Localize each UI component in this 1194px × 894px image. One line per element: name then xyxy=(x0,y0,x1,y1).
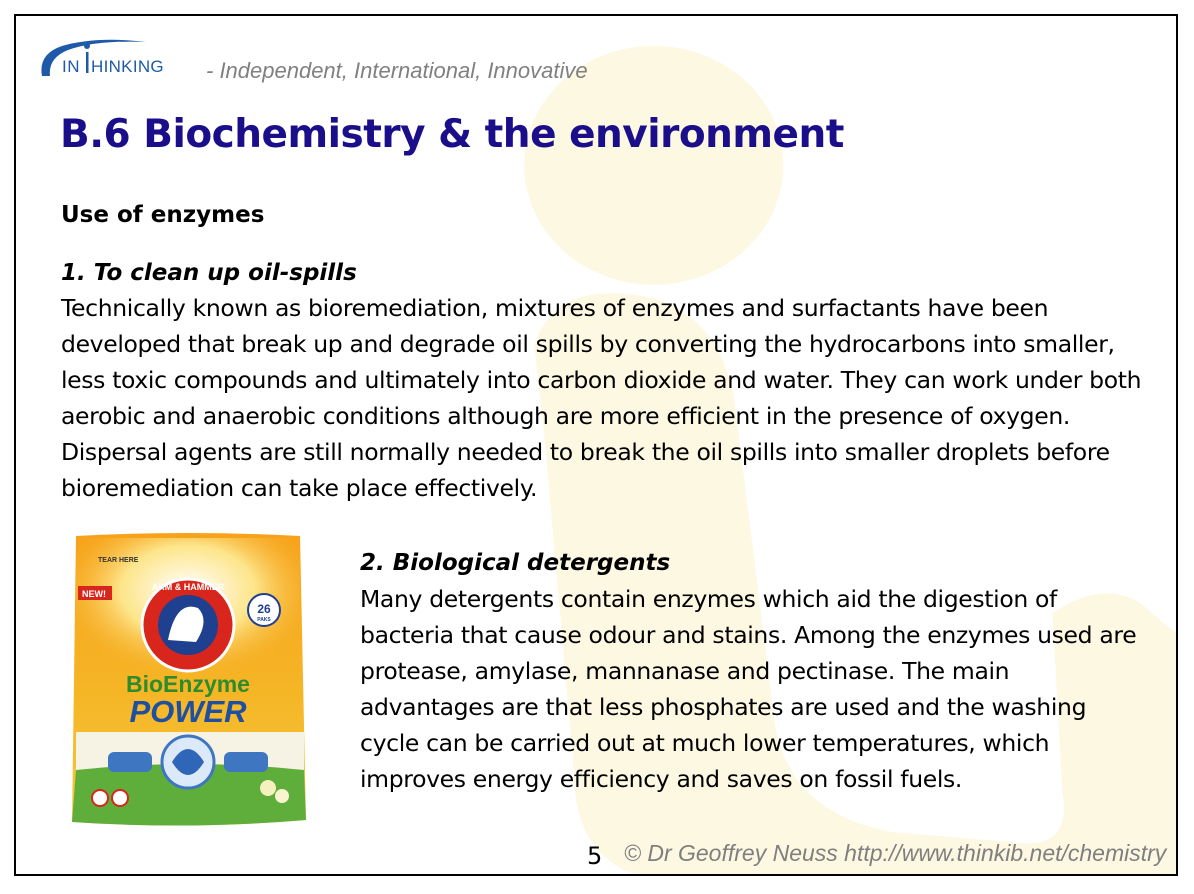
page-title: B.6 Biochemistry & the environment xyxy=(60,112,844,157)
page-number: 5 xyxy=(587,842,603,870)
product-name-line2: POWER xyxy=(129,694,247,729)
brand-label: ARM & HAMMER xyxy=(151,582,225,592)
product-name-line1: BioEnzyme xyxy=(126,671,250,697)
new-badge: NEW! xyxy=(82,589,106,599)
tagline: - Independent, International, Innovative xyxy=(206,58,588,83)
header xyxy=(36,32,636,82)
oil-spills-paragraph: Technically known as bioremediation, mixtures of enzymes and surfactants have been developed that break up and degrade oil spills by converting the hydrocarbons into smaller, less toxic compounds and ultimately into carbon dioxide and water. They can work under both aerobic and anaerobic conditions although are more efficient in the presence of oxygen. Dispersal agents are still normally needed to break the oil spills into smaller droplets before bioremediation can take place effectively. xyxy=(61,294,1142,502)
pack-count: 26 xyxy=(257,602,271,616)
tear-label: TEAR HERE xyxy=(98,557,139,564)
detergents-paragraph: Many detergents contain enzymes which aid the digestion of bacteria that cause odour and stains. Among the enzymes used are protease, amylase, mannanase and pectinase. The main advantages are that less phosphates are used and the washing cycle can be carried out at much lower temperatures, which improves energy efficiency and saves on fossil fuels. xyxy=(360,585,1137,793)
oil-spills-heading: 1. To clean up oil-spills xyxy=(61,260,357,286)
detergent-product-image xyxy=(68,530,308,836)
section-heading: Use of enzymes xyxy=(61,202,265,228)
inthinking-logo xyxy=(36,32,196,82)
pack-unit: PAKS xyxy=(257,617,271,623)
slide xyxy=(14,14,1178,876)
detergents-heading: 2. Biological detergents xyxy=(360,550,671,576)
footer-credit: © Dr Geoffrey Neuss http://www.thinkib.net/chemistry xyxy=(624,840,1167,866)
svg-text:HINKING: HINKING xyxy=(91,57,164,76)
svg-text:IN: IN xyxy=(62,57,80,76)
